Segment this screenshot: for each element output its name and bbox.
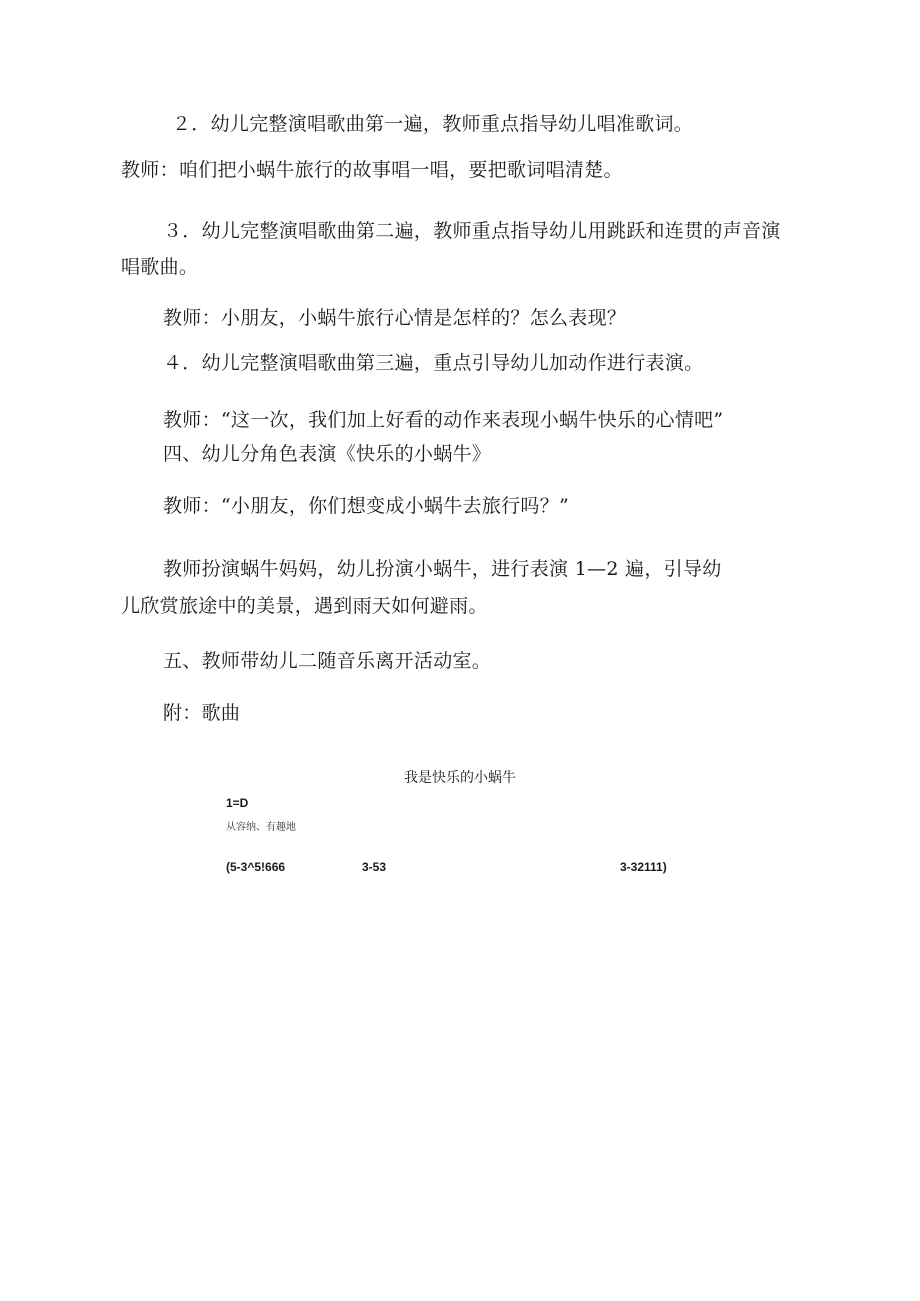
paragraph-roleplay: 教师扮演蜗牛妈妈，幼儿扮演小蜗牛，进行表演 1—2 遍，引导幼 — [163, 558, 722, 580]
paragraph-teacher-2: 教师：小朋友，小蜗牛旅行心情是怎样的？怎么表现？ — [163, 307, 627, 329]
section-heading-4: 四、幼儿分角色表演《快乐的小蜗牛》 — [163, 443, 492, 465]
paragraph-teacher-4: 教师：“小朋友，你们想变成小蜗牛去旅行吗？” — [163, 495, 570, 517]
paragraph-step-2: ２．幼儿完整演唱歌曲第一遍，教师重点指导幼儿唱准歌词。 — [172, 113, 694, 135]
paragraph-step-3-cont: 唱歌曲。 — [121, 256, 199, 278]
song-title: 我是快乐的小蜗牛 — [404, 770, 516, 786]
paragraph-teacher-1: 教师：咱们把小蜗牛旅行的故事唱一唱，要把歌词唱清楚。 — [121, 159, 623, 181]
notation-segment: 3-32111) — [620, 860, 667, 874]
song-key: 1=D — [226, 796, 249, 810]
section-heading-5: 五、教师带幼儿二随音乐离开活动室。 — [163, 650, 492, 672]
paragraph-step-3: ３．幼儿完整演唱歌曲第二遍，教师重点指导幼儿用跳跃和连贯的声音演 — [163, 220, 781, 242]
paragraph-step-4: ４．幼儿完整演唱歌曲第三遍，重点引导幼儿加动作进行表演。 — [163, 352, 704, 374]
song-tempo: 从容纳、有趣地 — [226, 822, 296, 833]
appendix-label: 附：歌曲 — [163, 702, 241, 724]
paragraph-roleplay-cont: 儿欣赏旅途中的美景，遇到雨天如何避雨。 — [121, 595, 488, 617]
notation-segment: (5-3^5!666 — [226, 860, 286, 874]
paragraph-teacher-3: 教师：“这一次，我们加上好看的动作来表现小蜗牛快乐的心情吧” — [163, 409, 724, 431]
notation-segment: 3-53 — [362, 860, 387, 874]
